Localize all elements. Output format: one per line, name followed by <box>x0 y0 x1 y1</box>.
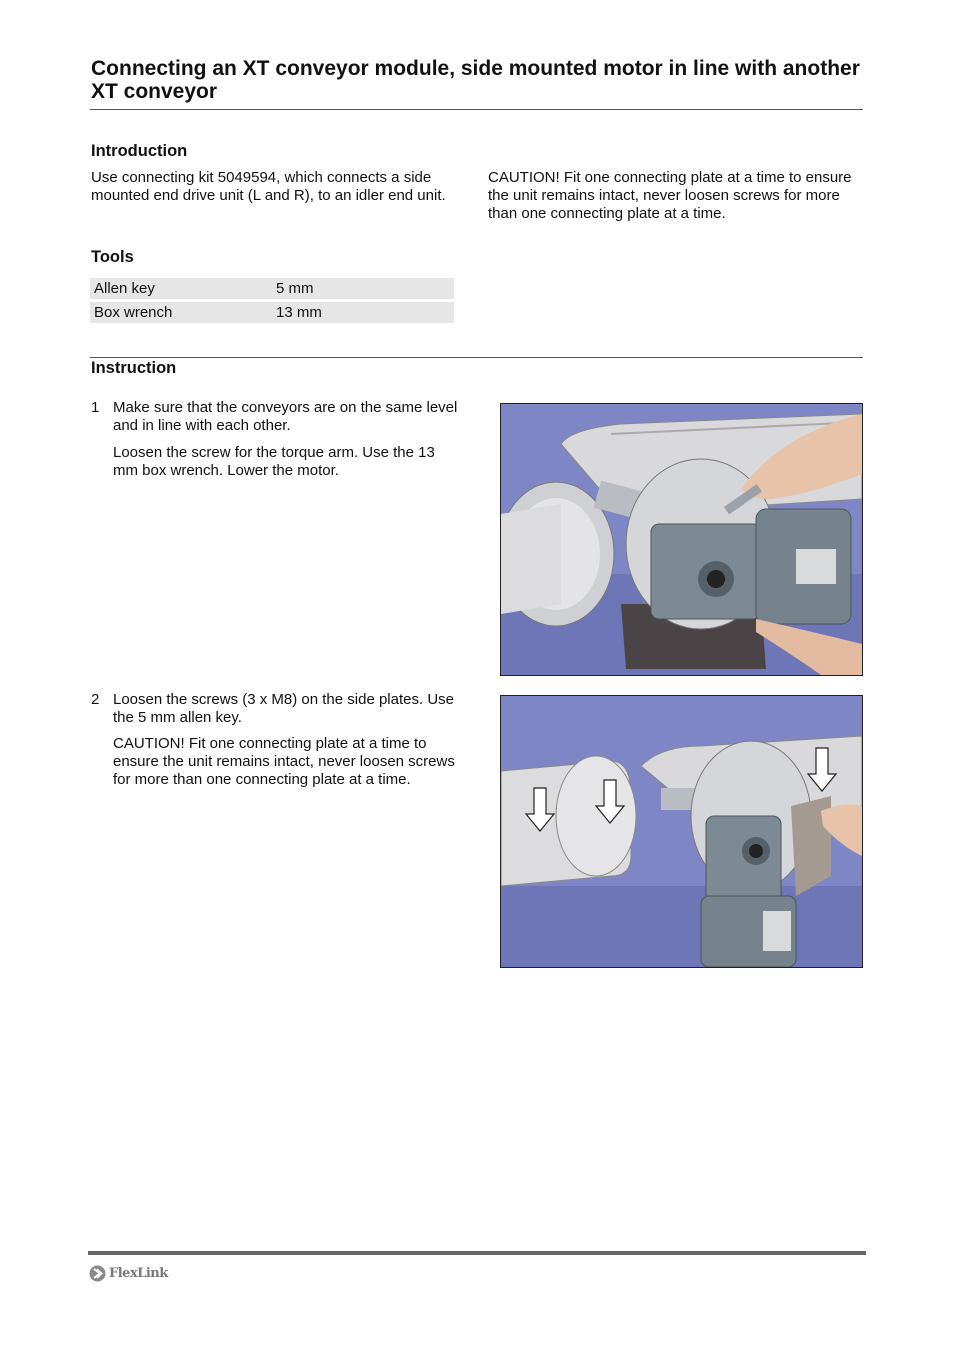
step-2-text-2: CAUTION! Fit one connecting plate at a time to ensure the unit remains intact, never loosen screws for more than one connecting plate at a time. <box>113 735 455 788</box>
step-2-photo <box>500 695 863 968</box>
tool-name: Allen key <box>90 278 272 299</box>
flexlink-logo <box>89 1263 168 1283</box>
logo-text: FlexLink <box>109 1265 168 1281</box>
tool-size: 5 mm <box>272 278 454 299</box>
instruction-heading: Instruction <box>91 359 177 377</box>
introduction-text: Use connecting kit 5049594, which connects a side mounted end drive unit (L and R), to an idler end unit. <box>91 169 446 204</box>
tools-heading: Tools <box>91 248 134 266</box>
tool-name: Box wrench <box>90 302 272 323</box>
flexlink-logo-icon <box>89 1265 106 1282</box>
introduction-heading: Introduction <box>91 142 188 160</box>
page-title: Connecting an XT conveyor module, side mounted motor in line with another XT conveyor <box>91 57 860 103</box>
step-number: 1 <box>91 399 100 416</box>
table-row <box>90 278 454 299</box>
title-divider <box>90 109 863 110</box>
table-row <box>90 302 454 323</box>
step-number: 2 <box>91 691 100 708</box>
step-1-text-2: Loosen the screw for the torque arm. Use the 13 mm box wrench. Lower the motor. <box>113 444 435 479</box>
step-1-photo <box>500 403 863 676</box>
step-2-text: Loosen the screws (3 x M8) on the side plates. Use the 5 mm allen key. <box>113 691 455 726</box>
step-1-text: Make sure that the conveyors are on the same level and in line with each other. <box>113 399 458 434</box>
tool-size: 13 mm <box>272 302 454 323</box>
introduction-caution: CAUTION! Fit one connecting plate at a time to ensure the unit remains intact, never loosen screws for more than one connecting plate at a time. <box>488 169 852 222</box>
footer-rule <box>88 1251 866 1255</box>
tools-table <box>90 275 454 326</box>
instruction-divider <box>90 357 863 358</box>
